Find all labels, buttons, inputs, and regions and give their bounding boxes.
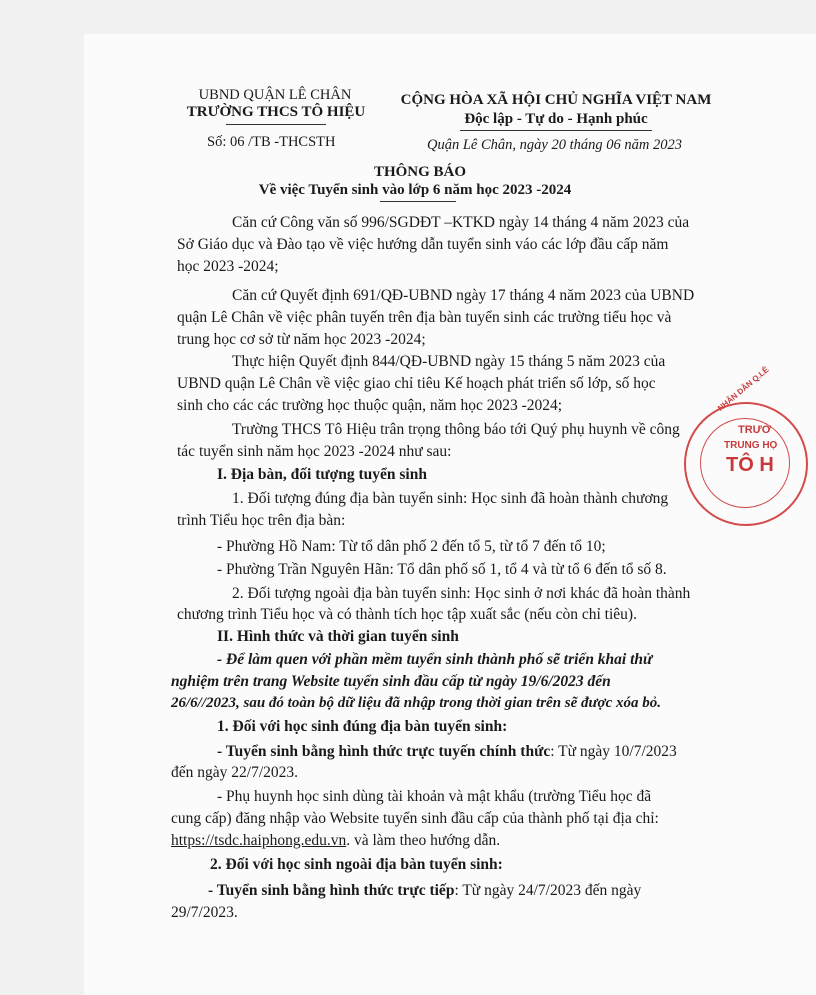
seal-line2: TRUNG HỌ: [724, 440, 778, 451]
national-title: CỘNG HÒA XÃ HỘI CHỦ NGHĨA VIỆT NAM: [400, 92, 712, 108]
notice-subject: Về việc Tuyển sinh vào lớp 6 năm học 2023 -2024: [258, 182, 572, 198]
body-line: sinh cho các các trường học thuộc quận, năm học 2023 -2024;: [177, 397, 563, 414]
subject-underline: [380, 201, 456, 202]
subsection-heading: 1. Đối với học sinh đúng địa bàn tuyển sinh:: [217, 718, 508, 735]
body-line: trình Tiểu học trên địa bàn:: [177, 512, 346, 529]
body-line: cung cấp) đăng nhập vào Website tuyển sinh đầu cấp của thành phố tại địa chỉ:: [171, 810, 659, 827]
body-line: [171, 832, 500, 850]
subsection-heading: 2. Đối với học sinh ngoài địa bàn tuyển sinh:: [210, 856, 503, 873]
method-dates: : Từ ngày 10/7/2023: [550, 743, 677, 760]
body-line: học 2023 -2024;: [177, 258, 279, 275]
place-and-date: Quận Lê Chân, ngày 20 tháng 06 năm 2023: [427, 137, 682, 153]
school-seal: [684, 365, 808, 526]
body-line: chương trình Tiểu học và có thành tích học tập xuất sắc (nếu còn chỉ tiêu).: [177, 606, 637, 623]
body-line: - Phụ huynh học sinh dùng tài khoản và mật khẩu (trường Tiểu học đã: [217, 788, 652, 805]
body-line: Thực hiện Quyết định 844/QĐ-UBND ngày 15 tháng 5 năm 2023 của: [232, 353, 666, 370]
body-line: 2. Đối tượng ngoài địa bàn tuyển sinh: Học sinh ở nơi khác đã hoàn thành: [232, 585, 691, 602]
seal-line1: TRƯỜ: [738, 424, 772, 436]
link-suffix: . và làm theo hướng dẫn.: [346, 832, 501, 849]
body-line: [208, 882, 641, 900]
seal-line3: TÔ H: [726, 454, 774, 476]
motto-underline: [460, 130, 652, 131]
body-line: Trường THCS Tô Hiệu trân trọng thông báo tới Quý phụ huynh về công: [232, 421, 680, 438]
body-line: quận Lê Chân về việc phân tuyến trên địa bàn tuyển sinh các trường tiểu học và: [177, 309, 672, 326]
national-motto: Độc lập - Tự do - Hạnh phúc: [464, 111, 648, 127]
ward-item: - Phường Trần Nguyên Hãn: Tổ dân phố số 1, tổ 4 và từ tổ 6 đến tổ số 8.: [217, 561, 667, 578]
notice-title: THÔNG BÁO: [373, 164, 467, 180]
seal-ring-text: NHÂN DÂN Q.LÊ: [716, 365, 771, 413]
body-line: trung học cơ sở từ năm học 2023 -2024;: [177, 331, 426, 348]
method-label: - Tuyển sinh bằng hình thức trực tuyến chính thức: [217, 743, 551, 760]
body-line: tác tuyển sinh năm học 2023 -2024 như sau:: [177, 443, 452, 460]
school-name-underline: [226, 124, 326, 125]
ward-item: - Phường Hồ Nam: Từ tổ dân phố 2 đến tổ 5, từ tổ 7 đến tổ 10;: [217, 538, 606, 555]
trial-note: 26/6//2023, sau đó toàn bộ dữ liệu đã nhập trong thời gian trên sẽ được xóa bỏ.: [171, 695, 661, 711]
method-dates: : Từ ngày 24/7/2023 đến ngày: [454, 882, 642, 899]
district-name: UBND QUẬN LÊ CHÂN: [198, 87, 352, 103]
body-line: Sở Giáo dục và Đào tạo về việc hướng dẫn tuyển sinh váo các lớp đầu cấp năm: [177, 236, 669, 253]
school-name: TRƯỜNG THCS TÔ HIỆU: [186, 104, 366, 120]
trial-note: - Để làm quen với phần mềm tuyển sinh thành phố sẽ triển khai thử: [217, 651, 653, 668]
document-number: Số: 06 /TB -THCSTH: [207, 134, 336, 150]
section-heading: I. Địa bàn, đối tượng tuyển sinh: [217, 466, 427, 483]
body-line: Căn cứ Công văn số 996/SGDĐT –KTKD ngày 14 tháng 4 năm 2023 của: [232, 214, 690, 231]
body-line: UBND quận Lê Chân về việc giao chỉ tiêu Kế hoạch phát triển số lớp, số học: [177, 375, 656, 392]
trial-note: nghiệm trên trang Website tuyển sinh đầu cấp từ ngày 19/6/2023 đến: [171, 673, 611, 690]
body-line: 1. Đối tượng đúng địa bàn tuyển sinh: Học sinh đã hoàn thành chương: [232, 490, 669, 507]
body-line: đến ngày 22/7/2023.: [171, 764, 298, 781]
body-line: Căn cứ Quyết định 691/QĐ-UBND ngày 17 tháng 4 năm 2023 của UBND: [232, 287, 695, 304]
section-heading: II. Hình thức và thời gian tuyển sinh: [217, 628, 459, 645]
method-label: - Tuyển sinh bằng hình thức trực tiếp: [208, 882, 455, 899]
admission-website-link[interactable]: https://tsdc.haiphong.edu.vn: [171, 832, 347, 849]
body-line: [217, 743, 677, 761]
body-line: 29/7/2023.: [171, 904, 238, 921]
